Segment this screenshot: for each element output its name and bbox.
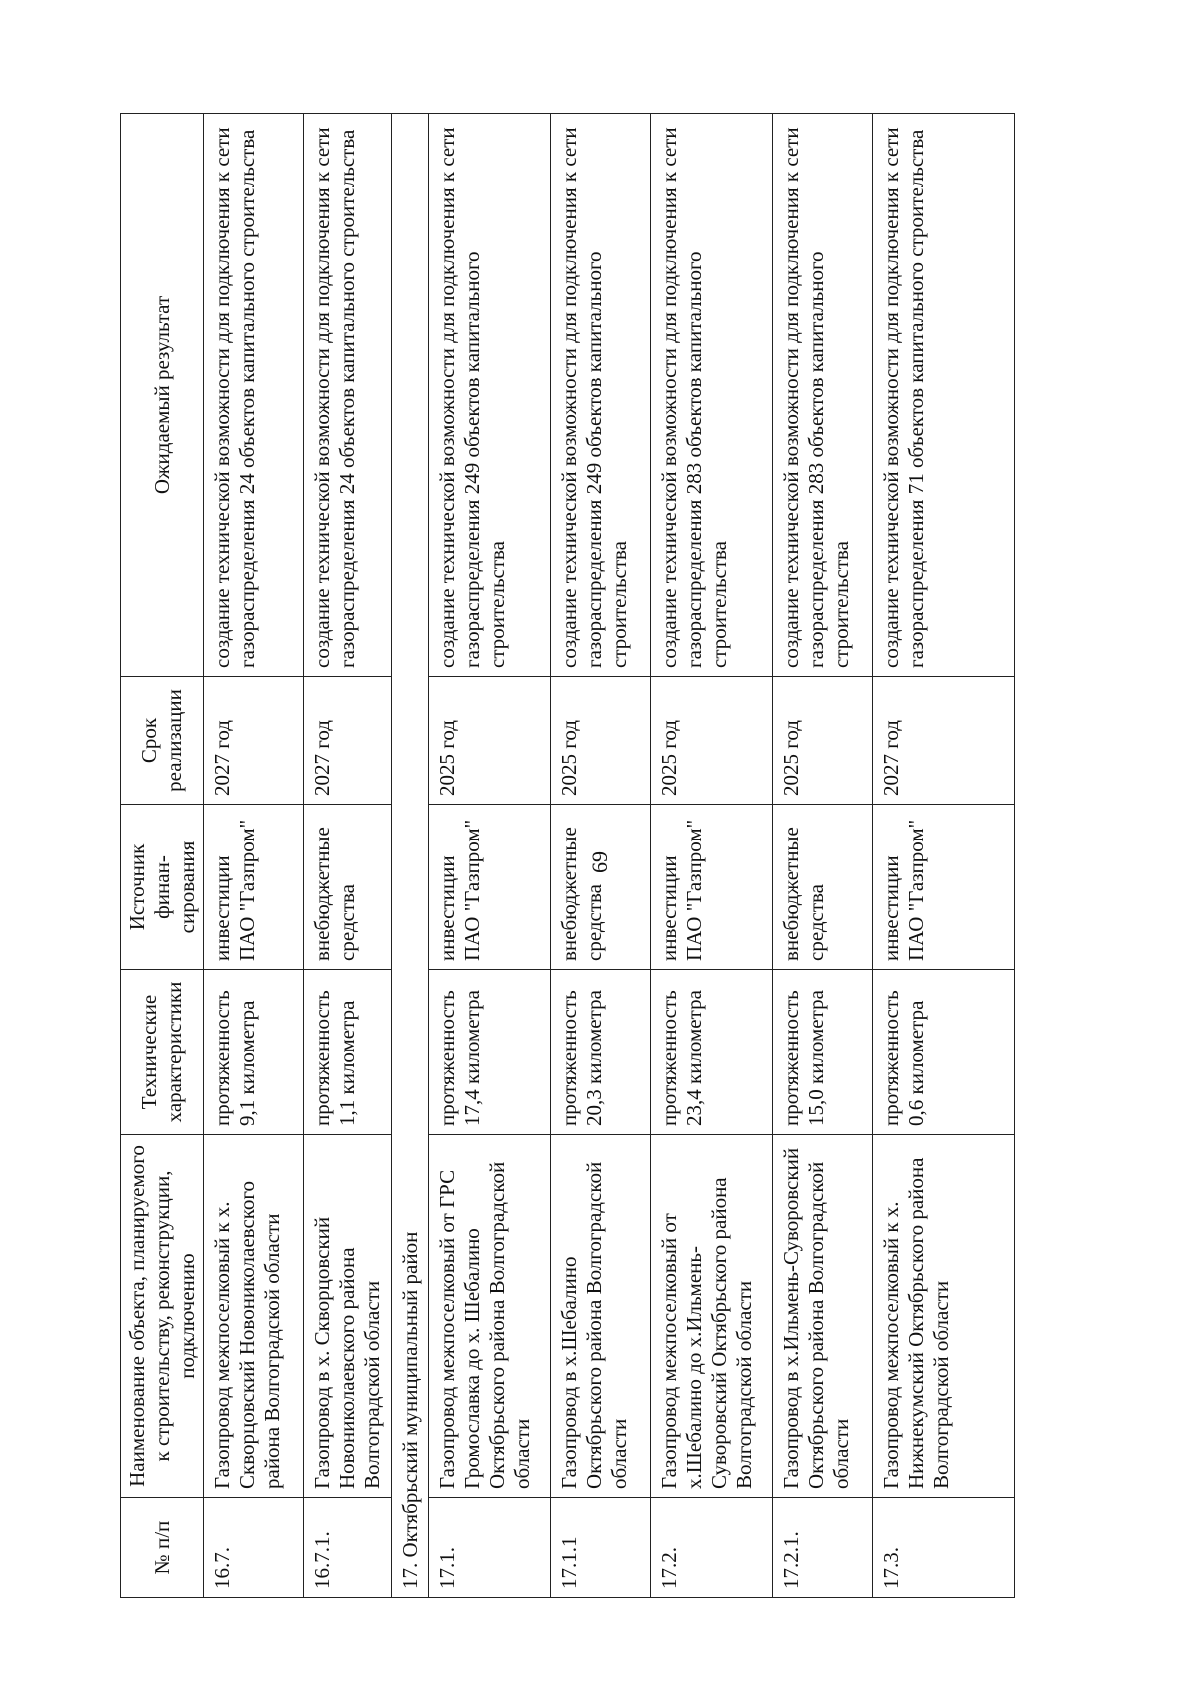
cell-source: внебюджетные средства (551, 805, 651, 970)
cell-result: создание технической возможности для подключения к сети газораспределения 249 объектов капитального строительства (429, 114, 551, 677)
cell-name: Газопровод в х. Скворцовский Новониколаевского района Волгоградской области (304, 1135, 391, 1498)
cell-result: создание технической возможности для подключения к сети газораспределения 24 объектов капитального строительства (304, 114, 391, 677)
cell-source: инвестиции ПАО "Газпром" (204, 805, 304, 970)
cell-term: 2025 год (651, 677, 773, 805)
cell-name: Газопровод межпоселковый к х. Скворцовский Новониколаевского района Волгоградской области (204, 1135, 304, 1498)
cell-result: создание технической возможности для подключения к сети газораспределения 24 объектов капитального строительства (204, 114, 304, 677)
section-row (391, 114, 429, 1598)
table-row (429, 114, 551, 1598)
header-term: Срок реализации (121, 677, 204, 805)
cell-name: Газопровод межпоселковый от х.Шебалино до х.Ильмень-Суворовский Октябрьского района Волгоградской области (651, 1135, 773, 1498)
header-result: Ожидаемый результат (121, 114, 204, 677)
cell-num: 17.1. (429, 1498, 551, 1598)
table-row (651, 114, 773, 1598)
table-row (551, 114, 651, 1598)
page-number: 69 (587, 851, 612, 873)
cell-term: 2027 год (304, 677, 391, 805)
cell-tech: протяженность 20,3 километра (551, 970, 651, 1135)
table-row (873, 114, 1015, 1598)
cell-name: Газопровод в х.Шебалино Октябрьского района Волгоградской области (551, 1135, 651, 1498)
cell-tech: протяженность 0,6 километра (873, 970, 1015, 1135)
header-tech: Технические характеристики (121, 970, 204, 1135)
table-row (773, 114, 873, 1598)
header-source: Источник финан-сирования (121, 805, 204, 970)
cell-source: внебюджетные средства (773, 805, 873, 970)
rotated-page (120, 114, 988, 1598)
cell-num: 16.7.1. (304, 1498, 391, 1598)
cell-result: создание технической возможности для подключения к сети газораспределения 249 объектов капитального строительства (551, 114, 651, 677)
table-row (204, 114, 304, 1598)
cell-name: Газопровод межпоселковый к х. Нижнекумский Октябрьского района Волгоградской области (873, 1135, 1015, 1498)
cell-tech: протяженность 15,0 километра (773, 970, 873, 1135)
cell-result: создание технической возможности для подключения к сети газораспределения 283 объектов капитального строительства (651, 114, 773, 677)
cell-tech: протяженность 23,4 километра (651, 970, 773, 1135)
cell-result: создание технической возможности для подключения к сети газораспределения 283 объектов капитального строительства (773, 114, 873, 677)
cell-term: 2027 год (873, 677, 1015, 805)
cell-tech: протяженность 1,1 километра (304, 970, 391, 1135)
cell-term: 2027 год (204, 677, 304, 805)
header-name: Наименование объекта, планируемого к строительству, реконструкции, подключению (121, 1135, 204, 1498)
table-row (304, 114, 391, 1598)
cell-num: 17.3. (873, 1498, 1015, 1598)
cell-num: 16.7. (204, 1498, 304, 1598)
cell-term: 2025 год (773, 677, 873, 805)
cell-source: инвестиции ПАО "Газпром" (429, 805, 551, 970)
cell-term: 2025 год (551, 677, 651, 805)
cell-tech: протяженность 9,1 километра (204, 970, 304, 1135)
header-num: № п/п (121, 1498, 204, 1598)
section-title: 17. Октябрьский муниципальный район (391, 114, 429, 1598)
cell-name: Газопровод в х.Ильмень-Суворовский Октябрьского района Волгоградской области (773, 1135, 873, 1498)
cell-term: 2025 год (429, 677, 551, 805)
cell-source: внебюджетные средства (304, 805, 391, 970)
cell-num: 17.2. (651, 1498, 773, 1598)
cell-num: 17.2.1. (773, 1498, 873, 1598)
cell-name: Газопровод межпоселковый от ГРС Громославка до х. Шебалино Октябрьского района Волгоградской области (429, 1135, 551, 1498)
cell-source: инвестиции ПАО "Газпром" (873, 805, 1015, 970)
table-header-row (121, 114, 204, 1598)
cell-num: 17.1.1 (551, 1498, 651, 1598)
cell-source: инвестиции ПАО "Газпром" (651, 805, 773, 970)
cell-tech: протяженность 17,4 километра (429, 970, 551, 1135)
cell-result: создание технической возможности для подключения к сети газораспределения 71 объектов капитального строительства (873, 114, 1015, 677)
gas-pipeline-table (120, 113, 1015, 1598)
